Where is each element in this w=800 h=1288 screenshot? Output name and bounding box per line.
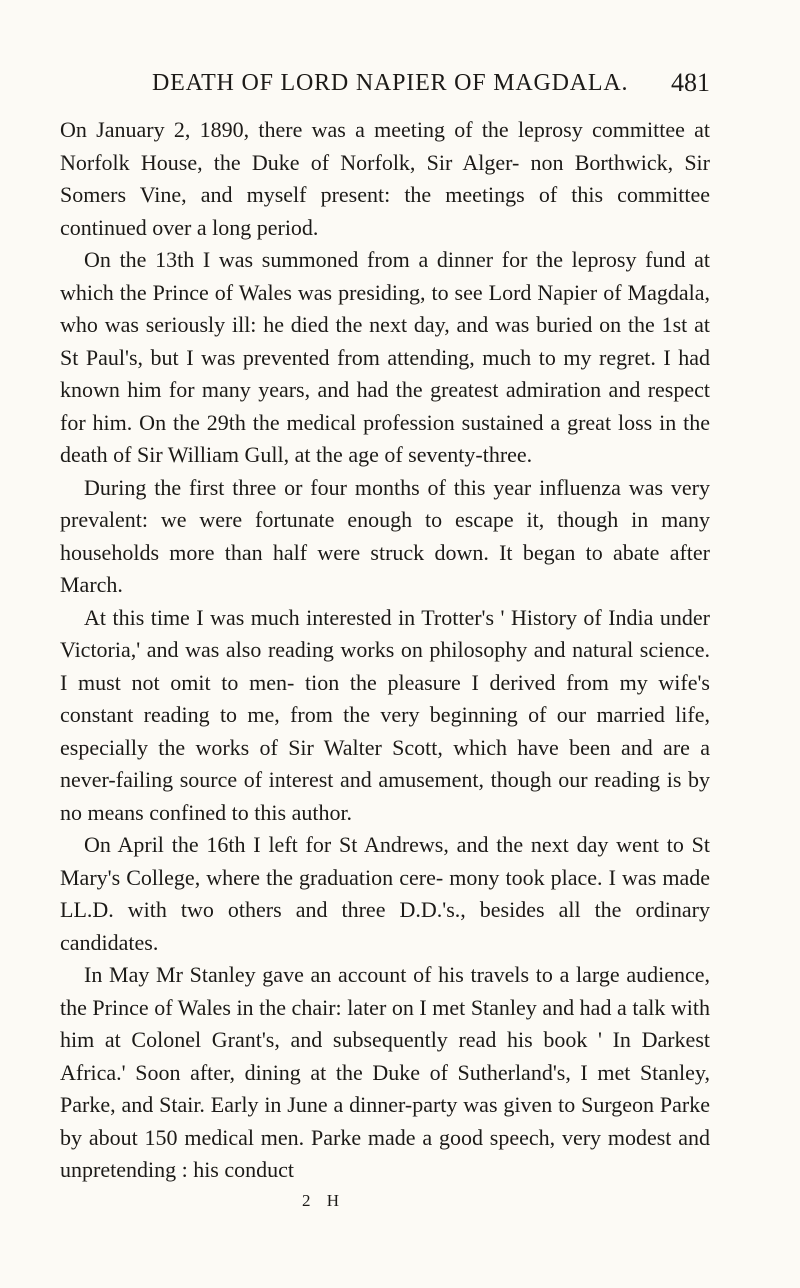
page-header bbox=[60, 66, 710, 114]
book-page bbox=[60, 66, 710, 1288]
paragraph: On April the 16th I left for St Andrews, and the next day went to St Mary's College, where the graduation cere- mony took place. I was made LL.D. with two others and three D.D.'s., besides all the ordinary candidates. bbox=[60, 832, 710, 955]
paragraph: In May Mr Stanley gave an account of his travels to a large audience, the Prince of Wales in the chair: later on I met Stanley and had a talk with him at Colonel Grant's, and subsequently read his book ' In Darkest Africa.' Soon after, dining at the Duke of Sutherland's, I met Stanley, Parke, and Stair. Early in June a dinner-party was given to Surgeon Parke by about 150 medical men. Parke made a good speech, very modest and unpretending : his conduct bbox=[60, 962, 710, 1182]
running-title: DEATH OF LORD NAPIER OF MAGDALA. bbox=[152, 70, 629, 96]
paragraph: On January 2, 1890, there was a meeting of the leprosy committee at Norfolk House, the Duke of Norfolk, Sir Alger- non Borthwick, Sir Somers Vine, and myself present: the meetings of this committee continued over a long period. bbox=[60, 117, 710, 240]
signature-mark: 2 H bbox=[302, 1190, 346, 1210]
paragraph: On the 13th I was summoned from a dinner for the leprosy fund at which the Prince of Wales was presiding, to see Lord Napier of Magdala, who was seriously ill: he died the next day, and was buried on the 1st at St Paul's, but I was prevented from attending, much to my regret. I had known him for many years, and had the greatest admiration and respect for him. On the 29th the medical profession sustained a great loss in the death of Sir William Gull, at the age of seventy-three. bbox=[60, 247, 710, 467]
page-number: 481 bbox=[671, 68, 710, 97]
paragraph: During the first three or four months of this year influenza was very prevalent: we were fortunate enough to escape it, though in many households more than half were struck down. It began to abate after March. bbox=[60, 474, 710, 597]
paragraph: At this time I was much interested in Trotter's ' History of India under Victoria,' and was also reading works on philosophy and natural science. I must not omit to men- tion the pleasure I derived from my wife's constant reading to me, from the very beginning of our married life, especially the works of Sir Walter Scott, which have been and are a never-failing source of interest and amusement, though our reading is by no means confined to this author. bbox=[60, 604, 710, 825]
body-text bbox=[60, 114, 710, 1187]
